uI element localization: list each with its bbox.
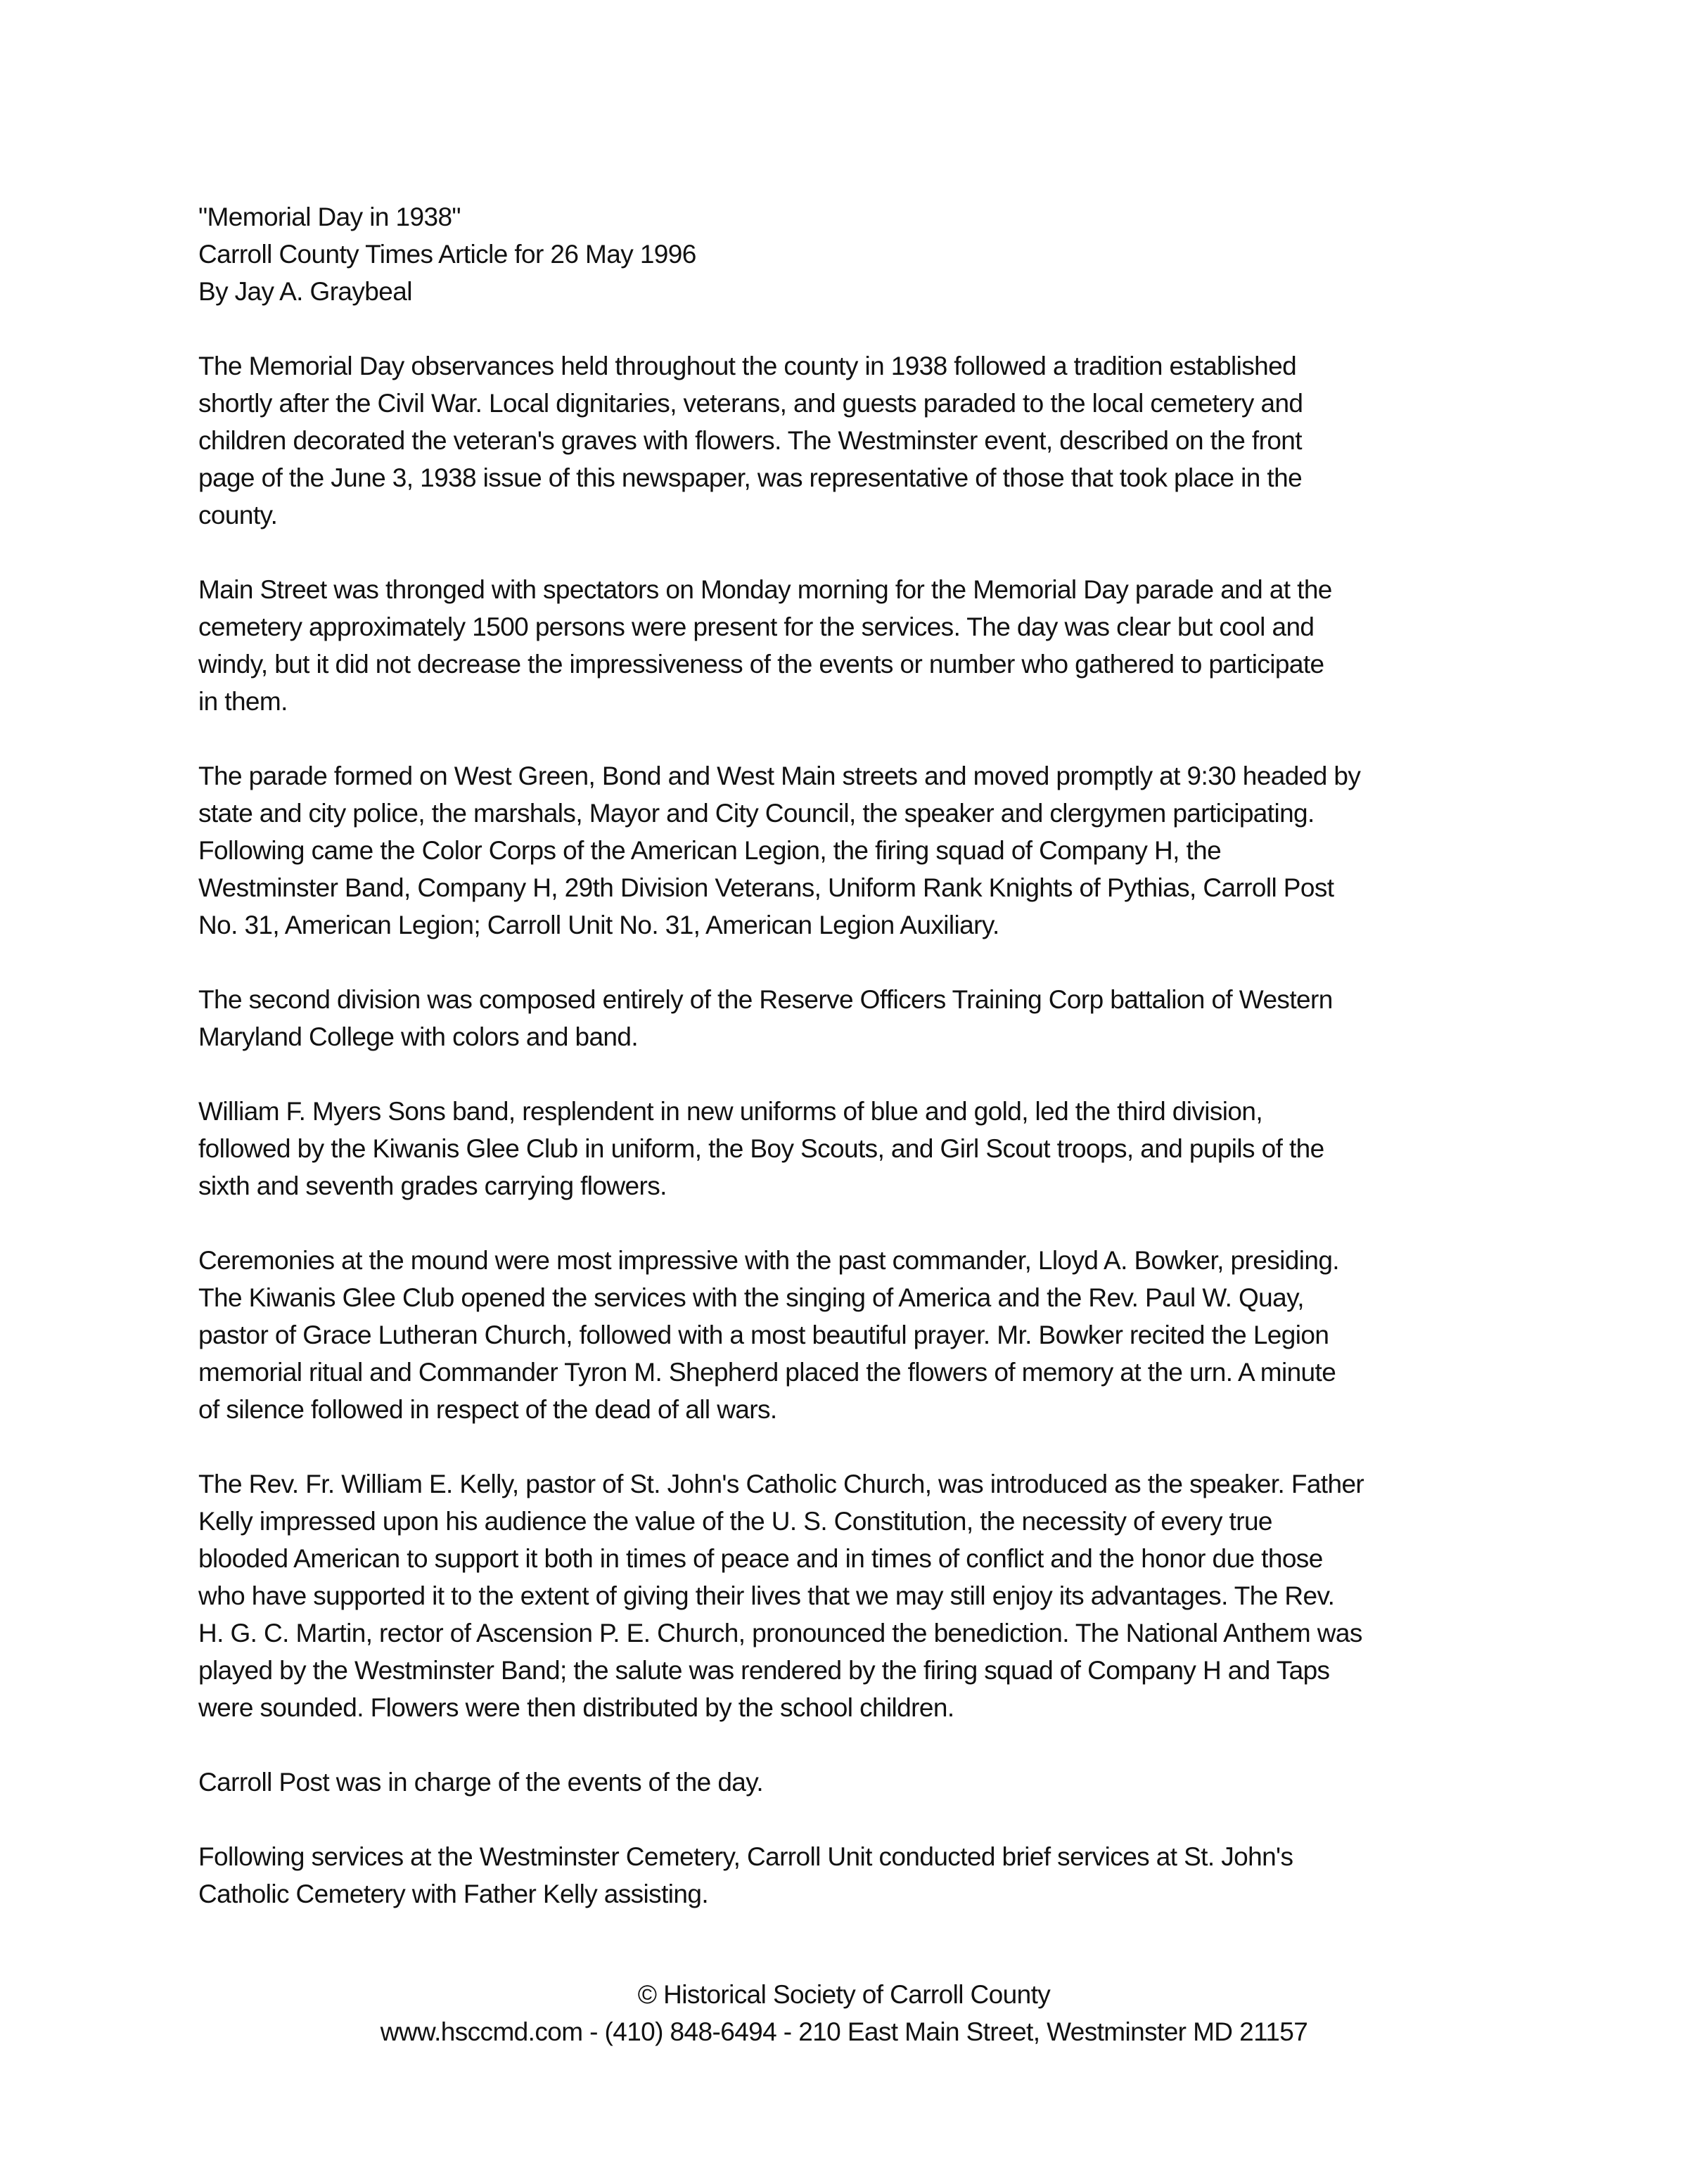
text-line: Westminster Band, Company H, 29th Division Veterans, Uniform Rank Knights of Pythias, Carroll Post	[198, 873, 1334, 902]
text-line: page of the June 3, 1938 issue of this newspaper, was representative of those that took place in the	[198, 463, 1303, 492]
text-line: No. 31, American Legion; Carroll Unit No. 31, American Legion Auxiliary.	[198, 911, 999, 939]
paragraph-following-services	[198, 1838, 1521, 1913]
byline: By Jay A. Graybeal	[198, 277, 412, 306]
paragraph-third-division	[198, 1093, 1521, 1205]
text-line: Catholic Cemetery with Father Kelly assisting.	[198, 1880, 709, 1908]
text-line: played by the Westminster Band; the salute was rendered by the firing squad of Company H and Taps	[198, 1656, 1330, 1685]
text-line: William F. Myers Sons band, resplendent in new uniforms of blue and gold, led the third division,	[198, 1097, 1263, 1126]
text-line: shortly after the Civil War. Local dignitaries, veterans, and guests paraded to the local cemetery and	[198, 389, 1303, 418]
article-title: "Memorial Day in 1938"	[198, 203, 461, 231]
text-line: blooded American to support it both in times of peace and in times of conflict and the honor due those	[198, 1544, 1323, 1573]
paragraph-carroll-post	[198, 1764, 1521, 1801]
text-line: pastor of Grace Lutheran Church, followed with a most beautiful prayer. Mr. Bowker recited the Legion	[198, 1321, 1329, 1349]
text-line: followed by the Kiwanis Glee Club in uniform, the Boy Scouts, and Girl Scout troops, and pupils of the	[198, 1134, 1324, 1163]
text-line: H. G. C. Martin, rector of Ascension P. E. Church, pronounced the benediction. The National Anthem was	[198, 1619, 1362, 1647]
paragraph-speaker	[198, 1465, 1521, 1726]
paragraph-intro	[198, 347, 1521, 534]
contact-info: www.hsccmd.com - (410) 848-6494 - 210 East Main Street, Westminster MD 21157	[380, 2017, 1308, 2046]
article-header	[198, 198, 1521, 310]
text-line: who have supported it to the extent of giving their lives that we may still enjoy its advantages. The Rev.	[198, 1581, 1335, 1610]
text-line: The Kiwanis Glee Club opened the services with the singing of America and the Rev. Paul W. Quay,	[198, 1283, 1304, 1312]
text-line: Kelly impressed upon his audience the value of the U. S. Constitution, the necessity of every true	[198, 1507, 1272, 1536]
document-page	[198, 198, 1521, 1950]
text-line: The Rev. Fr. William E. Kelly, pastor of St. John's Catholic Church, was introduced as the speaker. Father	[198, 1470, 1364, 1498]
paragraph-ceremonies	[198, 1242, 1521, 1428]
text-line: Ceremonies at the mound were most impressive with the past commander, Lloyd A. Bowker, presiding.	[198, 1246, 1339, 1275]
text-line: windy, but it did not decrease the impressiveness of the events or number who gathered to participate	[198, 650, 1324, 679]
text-line: The parade formed on West Green, Bond and West Main streets and moved promptly at 9:30 headed by	[198, 762, 1361, 790]
text-line: in them.	[198, 687, 288, 716]
text-line: The second division was composed entirely of the Reserve Officers Training Corp battalion of Western	[198, 985, 1333, 1014]
text-line: sixth and seventh grades carrying flowers.	[198, 1171, 667, 1200]
text-line: Carroll Post was in charge of the events of the day.	[198, 1768, 764, 1797]
text-line: Main Street was thronged with spectators on Monday morning for the Memorial Day parade and at the	[198, 575, 1332, 604]
text-line: Maryland College with colors and band.	[198, 1022, 639, 1051]
text-line: were sounded. Flowers were then distributed by the school children.	[198, 1693, 954, 1722]
paragraph-second-division	[198, 981, 1521, 1055]
text-line: The Memorial Day observances held throughout the county in 1938 followed a tradition established	[198, 352, 1297, 380]
text-line: Following came the Color Corps of the American Legion, the firing squad of Company H, the	[198, 836, 1222, 865]
paragraph-main-street	[198, 571, 1521, 720]
text-line: of silence followed in respect of the dead of all wars.	[198, 1395, 777, 1424]
text-line: county.	[198, 501, 278, 529]
text-line: children decorated the veteran's graves with flowers. The Westminster event, described on the front	[198, 426, 1302, 455]
text-line: cemetery approximately 1500 persons were present for the services. The day was clear but cool and	[198, 612, 1315, 641]
publication-line: Carroll County Times Article for 26 May 1996	[198, 240, 696, 269]
text-line: state and city police, the marshals, Mayor and City Council, the speaker and clergymen participating.	[198, 799, 1315, 828]
text-line: Following services at the Westminster Cemetery, Carroll Unit conducted brief services at St. John's	[198, 1842, 1293, 1871]
paragraph-parade	[198, 757, 1521, 944]
text-line: memorial ritual and Commander Tyron M. Shepherd placed the flowers of memory at the urn. A minute	[198, 1358, 1336, 1387]
copyright-notice: © Historical Society of Carroll County	[637, 1980, 1051, 2009]
page-footer	[0, 1976, 1688, 2050]
